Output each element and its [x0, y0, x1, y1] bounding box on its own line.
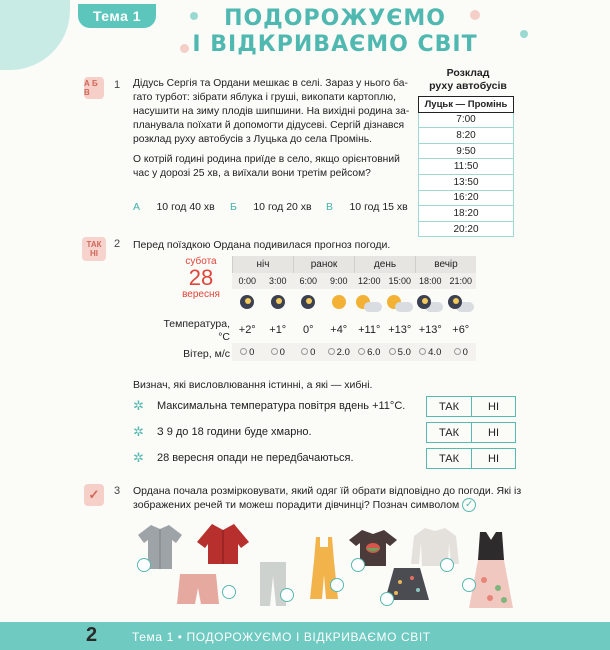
task3-text: [133, 484, 533, 512]
wind-direction-icon: [328, 348, 335, 355]
period-evening: вечір: [415, 256, 476, 273]
wind-cell: [385, 347, 416, 358]
sky-cell: [354, 295, 385, 312]
snowflake-bullet-icon: ✲: [133, 424, 144, 439]
task1-question-line: О котрій годині родина приїде в село, якщо орієнтовний: [133, 154, 400, 165]
time-cell: 18:00: [415, 273, 446, 289]
select-circle[interactable]: [440, 558, 454, 572]
shorts-icon: [176, 572, 220, 606]
task3-line2-text: зображених речей ти можеш порадити дівчинці? Познач символом: [133, 499, 460, 511]
time-cell: 9:00: [324, 273, 355, 289]
false-option[interactable]: НІ: [471, 397, 515, 416]
wind-cell: [446, 347, 477, 358]
sun-icon: [332, 295, 346, 309]
schedule-time: 7:00: [419, 112, 514, 128]
wind-value: 0: [249, 346, 255, 358]
schedule-time: 11:50: [419, 159, 514, 175]
option-text: 10 год 20 хв: [253, 201, 312, 213]
period-row: [232, 256, 476, 273]
jacket-item: [196, 522, 250, 571]
sky-cell: [446, 295, 477, 312]
task3-check-icon: ✓: [84, 484, 104, 506]
topic-tab: Тема 1: [78, 4, 156, 28]
temp-cell: +2°: [238, 324, 256, 336]
time-cell: 21:00: [446, 273, 477, 289]
time-cell: 12:00: [354, 273, 385, 289]
sky-cell: [385, 295, 416, 312]
sky-cell: [263, 295, 294, 312]
task2-true-false-icon: [82, 237, 106, 261]
task3-number: 3: [114, 485, 121, 497]
task1-line: гато турбот: зібрати яблука і груші, викопати картоплю,: [133, 92, 396, 103]
wind-direction-icon: [358, 348, 365, 355]
option-text: 10 год 40 хв: [156, 201, 215, 213]
select-circle[interactable]: [330, 578, 344, 592]
schedule-time: 13:50: [419, 174, 514, 190]
task1-abc-icon: А Б В: [84, 77, 104, 99]
task2-number: 2: [114, 238, 121, 250]
statement-text: Максимальна температура повітря вдень +11°С.: [157, 400, 406, 412]
wind-label: Вітер, м/с: [183, 348, 230, 360]
schedule-time: 20:20: [419, 221, 514, 237]
temp-cell: +13°: [388, 324, 412, 336]
option-letter: В: [326, 201, 334, 213]
check-circle-icon: ✓: [462, 498, 476, 512]
task1-line: Дідусь Сергія та Ордани мешкає в селі. Зараз у нього ба-: [133, 78, 408, 89]
moon-icon: [271, 295, 285, 309]
page-title-line1: ПОДОРОЖУЄМО: [224, 6, 446, 31]
select-circle[interactable]: [137, 558, 151, 572]
sky-cell: [293, 295, 324, 312]
decor-dot: [180, 44, 189, 53]
statement-text: 28 вересня опади не передбачаються.: [157, 452, 354, 464]
wind-value: 2.0: [336, 346, 350, 358]
task3-line1: Ордана почала розмірковувати, який одяг їй обрати відповідно до погоди. Які із: [133, 485, 522, 497]
time-cell: 3:00: [263, 273, 294, 289]
schedule-time: 16:20: [419, 190, 514, 206]
wind-direction-icon: [454, 348, 461, 355]
time-cell: 0:00: [232, 273, 263, 289]
task2-intro: Перед поїздкою Ордана подивилася прогноз погоди.: [133, 239, 391, 251]
shorts-item: [176, 572, 220, 611]
schedule-time: 9:50: [419, 143, 514, 159]
task1-text: [133, 77, 413, 181]
select-circle[interactable]: [351, 558, 365, 572]
sky-cell: [232, 295, 263, 312]
wind-value: 4.0: [428, 346, 442, 358]
weather-date: [172, 256, 230, 300]
time-cell: 15:00: [385, 273, 416, 289]
weather-month: вересня: [182, 289, 220, 300]
sky-row: [232, 289, 476, 317]
wind-row: [232, 343, 476, 361]
option-text: 10 год 15 хв: [349, 201, 408, 213]
icon-line: ТАК: [86, 240, 102, 249]
temp-label-line1: Температура,: [163, 318, 230, 330]
temp-cell: 0°: [302, 324, 314, 336]
moon-cloud-icon: [448, 295, 462, 309]
option-letter: Б: [230, 201, 237, 213]
true-option[interactable]: ТАК: [438, 452, 460, 465]
temp-cell: +1°: [269, 324, 287, 336]
option-letter: А: [133, 201, 141, 213]
statement-1: [133, 396, 508, 418]
schedule-route: Луцьк — Промінь: [419, 97, 514, 113]
select-circle[interactable]: [380, 592, 394, 606]
wind-value: 0: [279, 346, 285, 358]
task1-option-c[interactable]: [326, 197, 408, 215]
moon-cloud-icon: [417, 295, 431, 309]
statement-3: [133, 448, 508, 470]
jacket-icon: [196, 522, 250, 566]
wind-direction-icon: [389, 348, 396, 355]
wind-direction-icon: [301, 348, 308, 355]
wind-cell: [415, 347, 446, 358]
page-number: 2: [86, 624, 98, 646]
task1-number: 1: [114, 79, 121, 91]
select-circle[interactable]: [462, 578, 476, 592]
time-row: [232, 273, 476, 289]
page-title-line2: І ВІДКРИВАЄМО СВІТ: [192, 32, 478, 57]
wind-direction-icon: [419, 348, 426, 355]
false-option[interactable]: НІ: [471, 423, 515, 442]
weather-weekday: субота: [185, 256, 217, 267]
task1-question-line: час у дорозі 25 хв, а виїхали вони третім рейсом?: [133, 168, 371, 179]
wind-value: 5.0: [397, 346, 411, 358]
true-false-box: [426, 396, 516, 417]
temp-label: [150, 318, 230, 344]
select-circle[interactable]: [222, 585, 236, 599]
temp-cell: +4°: [330, 324, 348, 336]
bus-schedule: [418, 67, 518, 237]
decor-dot: [520, 30, 528, 38]
time-cell: 6:00: [293, 273, 324, 289]
wind-cell: [263, 347, 294, 358]
wind-value: 0: [310, 346, 316, 358]
task1-option-b[interactable]: [230, 197, 312, 215]
schedule-time: 8:20: [419, 128, 514, 144]
cloud-icon: [395, 302, 413, 312]
wind-cell: [354, 347, 385, 358]
footer-text: Тема 1 • ПОДОРОЖУЄМО І ВІДКРИВАЄМО СВІТ: [132, 630, 431, 644]
decor-dot: [470, 10, 480, 20]
jumpsuit-item: [308, 535, 340, 606]
true-false-box: [426, 422, 516, 443]
schedule-title-line1: Розклад: [446, 67, 490, 79]
icon-line: НІ: [90, 249, 98, 258]
moon-icon: [240, 295, 254, 309]
true-option[interactable]: ТАК: [438, 400, 460, 413]
task1-option-a[interactable]: [133, 197, 215, 215]
sky-cell: [415, 295, 446, 312]
temp-label-line2: °С: [218, 331, 230, 343]
wind-direction-icon: [271, 348, 278, 355]
wind-cell: [232, 347, 263, 358]
task1-line: насушити на зиму плодів шипшини. На вихідні родина за-: [133, 106, 410, 117]
moon-icon: [301, 295, 315, 309]
temp-cell: +11°: [358, 324, 381, 336]
statement-text: З 9 до 18 години буде хмарно.: [157, 426, 312, 438]
task2-instruction: Визнач, які висловлювання істинні, а які — хибні.: [133, 379, 373, 391]
temp-row: [232, 317, 476, 343]
false-option[interactable]: НІ: [471, 449, 515, 468]
true-false-box: [426, 448, 516, 469]
wind-value: 0: [462, 346, 468, 358]
select-circle[interactable]: [280, 588, 294, 602]
pants-item: [258, 560, 288, 613]
task3-line2: [133, 498, 533, 512]
period-night: ніч: [232, 256, 293, 273]
snowflake-bullet-icon: ✲: [133, 398, 144, 413]
schedule-title-line2: руху автобусів: [429, 80, 507, 92]
task1-line: планувала поїхати й допомогти дідусеві. Сергій дізнався: [133, 120, 405, 131]
period-day: день: [354, 256, 415, 273]
dress-item: [468, 530, 514, 615]
weather-day: 28: [188, 265, 214, 290]
dress-icon: [468, 530, 514, 610]
wind-cell: [293, 347, 324, 358]
period-morning: ранок: [293, 256, 354, 273]
statement-2: [133, 422, 508, 444]
wind-cell: [324, 347, 355, 358]
true-option[interactable]: ТАК: [438, 426, 460, 439]
schedule-table: [418, 96, 514, 237]
temp-cell: +13°: [418, 324, 442, 336]
wind-direction-icon: [240, 348, 247, 355]
temp-cell: +6°: [452, 324, 470, 336]
weather-grid: [232, 256, 476, 361]
task1-line: розклад руху автобусів з Луцька до села Промінь.: [133, 134, 373, 145]
cloud-icon: [364, 302, 382, 312]
decor-dot: [190, 12, 198, 20]
wind-value: 6.0: [367, 346, 381, 358]
schedule-time: 18:20: [419, 206, 514, 222]
snowflake-bullet-icon: ✲: [133, 450, 144, 465]
sky-cell: [324, 295, 355, 312]
